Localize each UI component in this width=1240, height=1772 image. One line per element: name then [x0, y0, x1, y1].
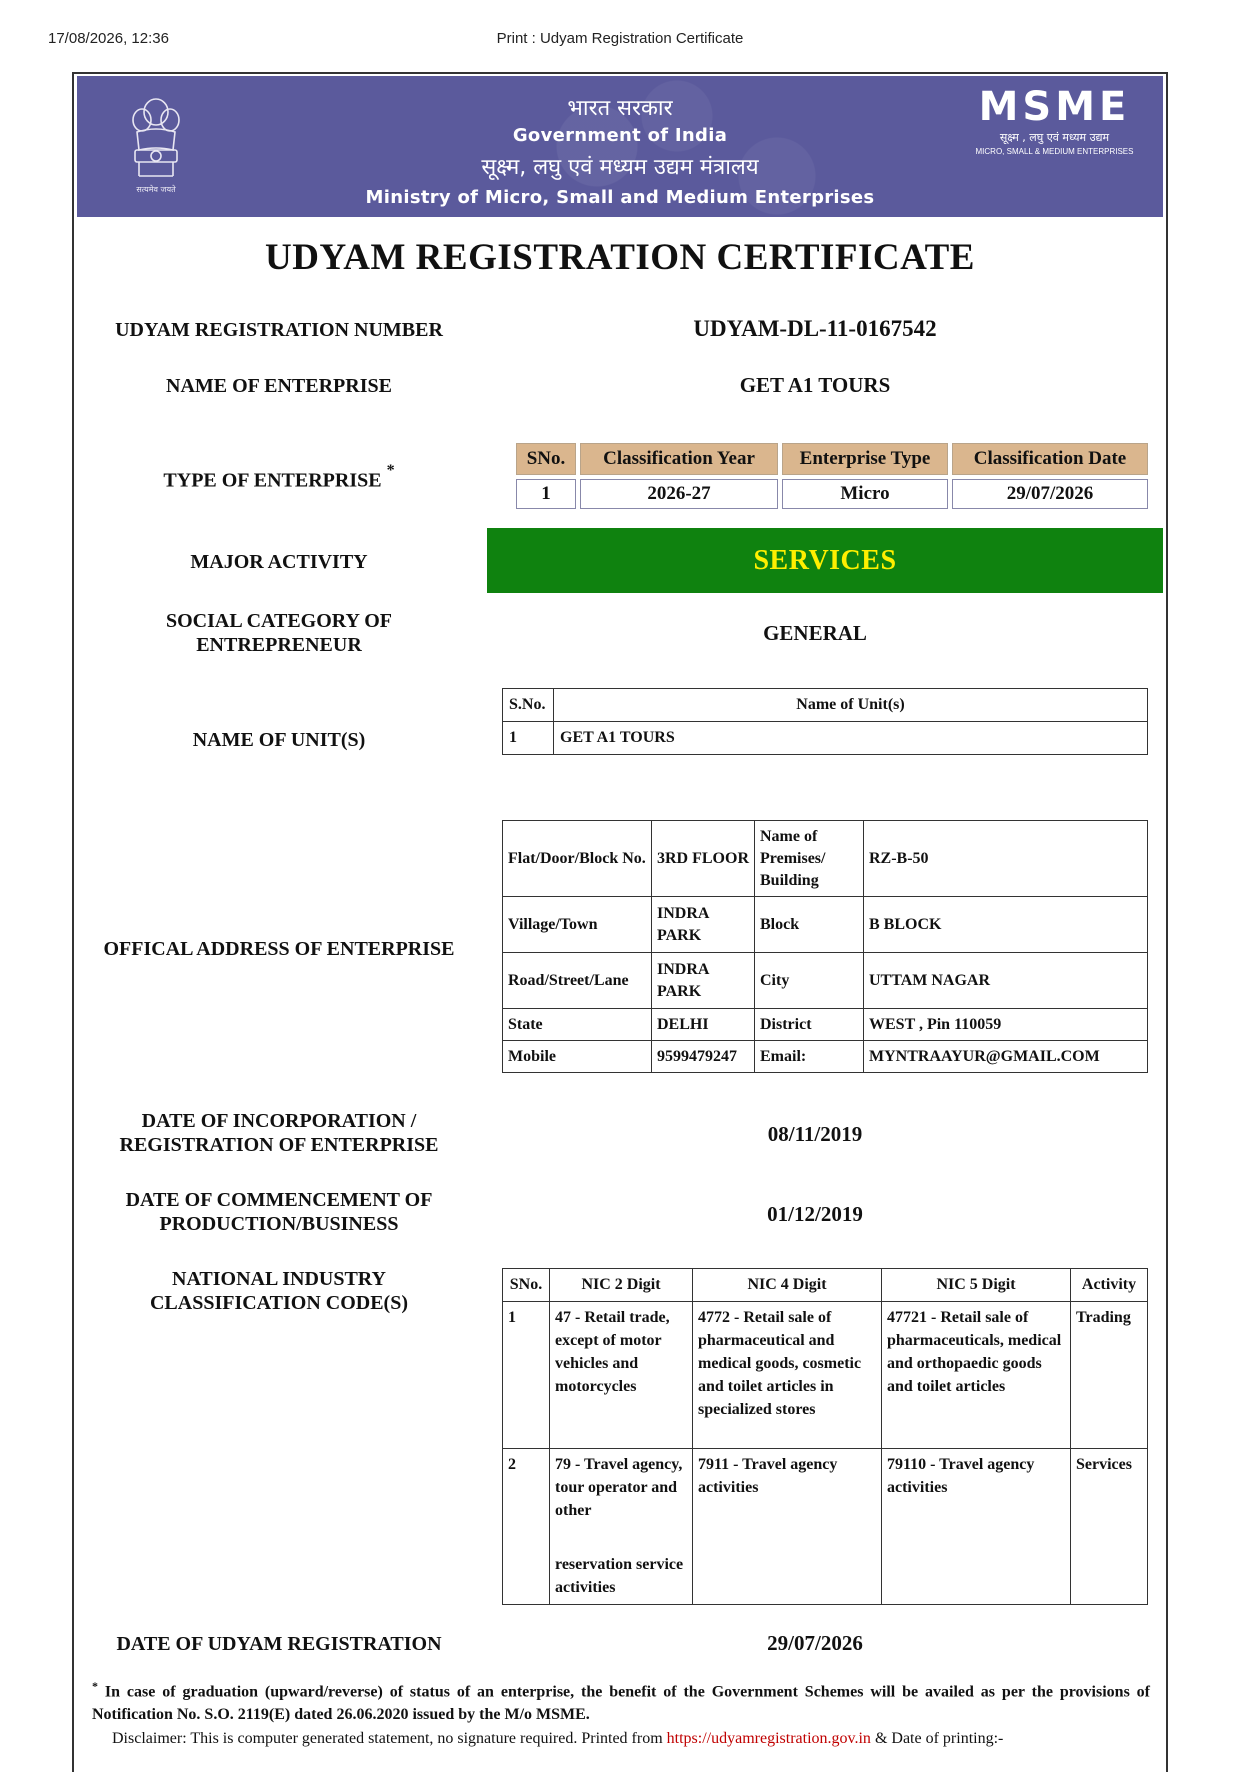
msme-logo-english: MICRO, SMALL & MEDIUM ENTERPRISES — [975, 147, 1134, 156]
nic-row2-2digit-continued: reservation service activities — [550, 1549, 693, 1605]
type-of-enterprise-label: TYPE OF ENTERPRISE * — [163, 462, 395, 492]
units-header-sno: S.No. — [503, 689, 554, 722]
social-category-label: SOCIAL CATEGORY OF ENTREPRENEUR — [166, 610, 392, 656]
enterprise-name-label: NAME OF ENTERPRISE — [166, 375, 392, 397]
units-table — [502, 688, 1148, 755]
nic-header-4digit: NIC 4 Digit — [693, 1269, 882, 1302]
footnote: * In case of graduation (upward/reverse) of status of an enterprise, the benefit of the Government Schemes will be availed as per the provisions of Notification No. S.O. 2119(E) dated 26.06.2020 issued by the M/o MSME. — [92, 1679, 1151, 1724]
addr-email-label: Email: — [755, 1041, 864, 1073]
address-table — [502, 820, 1148, 1073]
ministry-title: Ministry of Micro, Small and Medium Enterprises — [365, 187, 875, 208]
svg-text:सत्यमेव जयते: सत्यमेव जयते — [136, 185, 176, 194]
nic-header-5digit: NIC 5 Digit — [882, 1269, 1071, 1302]
addr-block-label: Block — [755, 897, 864, 953]
addr-email-value: MYNTRAAYUR@GMAIL.COM — [864, 1041, 1148, 1073]
classification-year: 2026-27 — [580, 479, 778, 509]
nic-table — [502, 1268, 1148, 1605]
addr-premises-label: Name of Premises/ Building — [755, 821, 864, 897]
nic-row2-sno: 2 — [503, 1449, 550, 1549]
addr-flat-label: Flat/Door/Block No. — [503, 821, 652, 897]
nic-row2-activity: Services — [1071, 1449, 1148, 1549]
certificate-title: UDYAM REGISTRATION CERTIFICATE — [265, 237, 975, 278]
print-header — [0, 30, 1240, 52]
nic-row2-5digit: 79110 - Travel agency activities — [882, 1449, 1071, 1549]
udyam-date-value: 29/07/2026 — [767, 1631, 863, 1655]
hindi-government-title: भारत सरकार — [567, 96, 673, 121]
enterprise-type: Micro — [782, 479, 948, 509]
addr-road-label: Road/Street/Lane — [503, 953, 652, 1009]
address-label: OFFICAL ADDRESS OF ENTERPRISE — [103, 938, 455, 960]
nic-header-activity: Activity — [1071, 1269, 1148, 1302]
commencement-label: DATE OF COMMENCEMENT OF PRODUCTION/BUSINESS — [125, 1189, 433, 1235]
classification-header-type: Enterprise Type — [782, 443, 948, 475]
nic-row1-sno: 1 — [503, 1302, 550, 1449]
addr-mobile-value: 9599479247 — [652, 1041, 755, 1073]
classification-date: 29/07/2026 — [952, 479, 1148, 509]
addr-district-label: District — [755, 1009, 864, 1041]
hindi-ministry-title: सूक्ष्म, लघु एवं मध्यम उद्यम मंत्रालय — [481, 155, 759, 180]
major-activity-value: SERVICES — [487, 528, 1163, 593]
unit-name: GET A1 TOURS — [554, 722, 1148, 755]
ministry-banner — [77, 76, 1163, 217]
incorporation-date: 08/11/2019 — [767, 1122, 863, 1146]
nic-header-sno: SNo. — [503, 1269, 550, 1302]
msme-logo-hindi: सूक्ष्म , लघु एवं मध्यम उद्यम — [999, 131, 1110, 144]
footnote-marker: * — [386, 462, 395, 479]
msme-logo-word: MSME — [978, 84, 1131, 130]
reg-number-label: UDYAM REGISTRATION NUMBER — [115, 319, 443, 341]
nic-row1-2digit: 47 - Retail trade, except of motor vehicles and motorcycles — [550, 1302, 693, 1449]
unit-sno: 1 — [503, 722, 554, 755]
nic-label: NATIONAL INDUSTRY CLASSIFICATION CODE(S) — [149, 1268, 408, 1314]
classification-header-year: Classification Year — [580, 443, 778, 475]
incorporation-label: DATE OF INCORPORATION / REGISTRATION OF ENTERPRISE — [119, 1110, 439, 1156]
addr-block-value: B BLOCK — [864, 897, 1148, 953]
addr-village-label: Village/Town — [503, 897, 652, 953]
addr-mobile-label: Mobile — [503, 1041, 652, 1073]
udyam-date-label: DATE OF UDYAM REGISTRATION — [116, 1633, 442, 1655]
classification-header-sno: SNo. — [516, 443, 576, 475]
nic-row1-4digit: 4772 - Retail sale of pharmaceutical and medical goods, cosmetic and toilet articles in specialized stores — [693, 1302, 882, 1449]
disclaimer: Disclaimer: This is computer generated statement, no signature required. Printed from https://udyamregistration.gov.in & Date of printing:- — [112, 1730, 1004, 1747]
enterprise-name-value: GET A1 TOURS — [739, 373, 891, 397]
nic-row2-4digit: 7911 - Travel agency activities — [693, 1449, 882, 1549]
classification-sno: 1 — [516, 479, 576, 509]
units-header-name: Name of Unit(s) — [554, 689, 1148, 722]
nic-row1-activity: Trading — [1071, 1302, 1148, 1449]
print-page-title: Print : Udyam Registration Certificate — [496, 30, 744, 47]
udyam-portal-link[interactable]: https://udyamregistration.gov.in — [666, 1730, 871, 1747]
addr-city-label: City — [755, 953, 864, 1009]
reg-number-value: UDYAM-DL-11-0167542 — [693, 316, 937, 341]
print-timestamp: 17/08/2026, 12:36 — [48, 30, 169, 47]
major-activity-label: MAJOR ACTIVITY — [190, 551, 368, 573]
addr-district-value: WEST , Pin 110059 — [864, 1009, 1148, 1041]
addr-state-value: DELHI — [652, 1009, 755, 1041]
nic-row1-5digit: 47721 - Retail sale of pharmaceuticals, medical and orthopaedic goods and toilet articles — [882, 1302, 1071, 1449]
classification-header-date: Classification Date — [952, 443, 1148, 475]
msme-logo — [967, 86, 1142, 166]
addr-premises-value: RZ-B-50 — [864, 821, 1148, 897]
government-of-india-title: Government of India — [512, 125, 728, 146]
classification-table — [512, 439, 1152, 513]
addr-village-value: INDRA PARK — [652, 897, 755, 953]
addr-road-value: INDRA PARK — [652, 953, 755, 1009]
nic-header-2digit: NIC 2 Digit — [550, 1269, 693, 1302]
nic-row2-2digit: 79 - Travel agency, tour operator and other — [550, 1449, 693, 1549]
addr-city-value: UTTAM NAGAR — [864, 953, 1148, 1009]
commencement-date: 01/12/2019 — [767, 1202, 863, 1226]
units-label: NAME OF UNIT(S) — [192, 729, 366, 751]
addr-flat-value: 3RD FLOOR — [652, 821, 755, 897]
addr-state-label: State — [503, 1009, 652, 1041]
social-category-value: GENERAL — [763, 621, 867, 645]
